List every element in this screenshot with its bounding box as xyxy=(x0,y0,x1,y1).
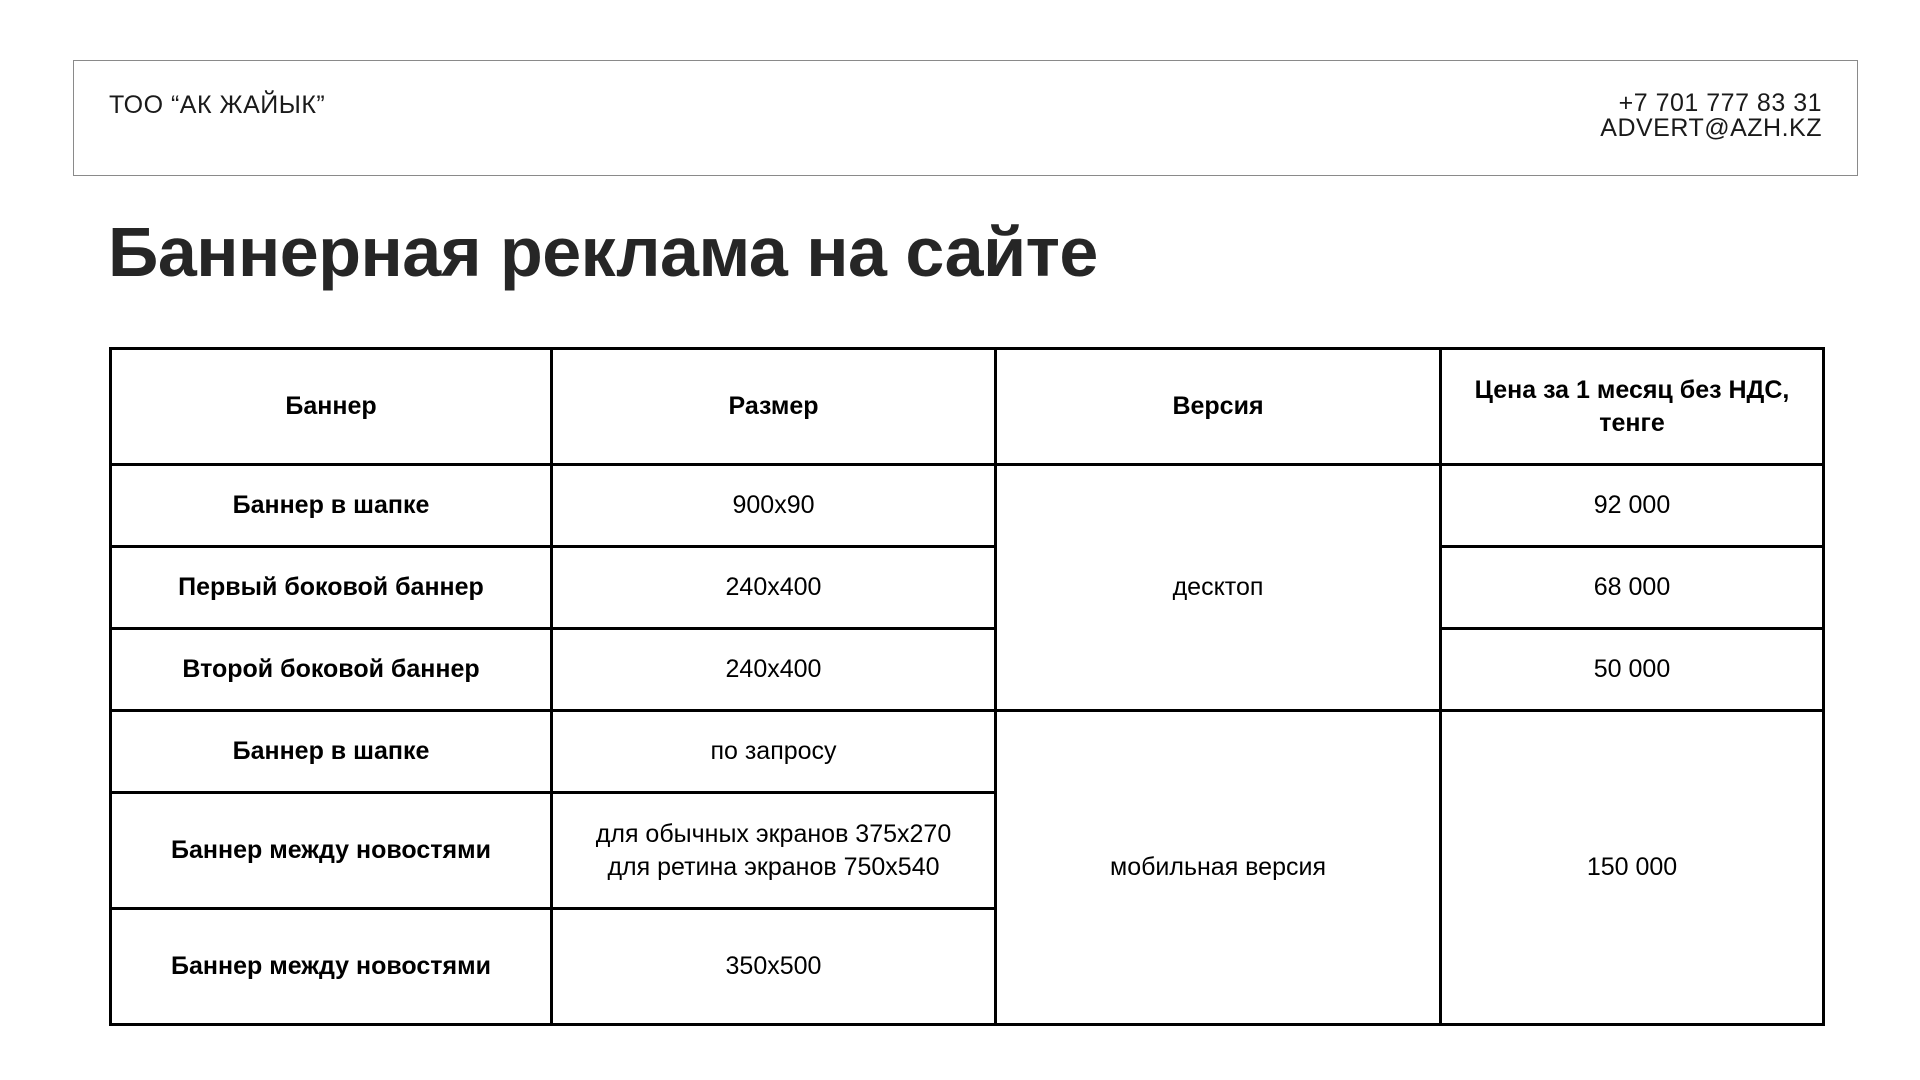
size-cell: по запросу xyxy=(552,711,996,793)
banner-name-cell: Второй боковой баннер xyxy=(111,629,552,711)
table-header-row xyxy=(111,349,1824,465)
phone-number: +7 701 777 83 31 xyxy=(1618,89,1822,117)
size-cell xyxy=(552,793,996,909)
email-address: ADVERT@AZH.KZ xyxy=(1600,114,1822,142)
banner-name-cell: Баннер между новостями xyxy=(111,909,552,1025)
banner-name-cell: Первый боковой баннер xyxy=(111,547,552,629)
size-cell: 900x90 xyxy=(552,465,996,547)
size-cell: 240x400 xyxy=(552,547,996,629)
size-cell: 240x400 xyxy=(552,629,996,711)
price-cell: 92 000 xyxy=(1441,465,1824,547)
price-cell: 50 000 xyxy=(1441,629,1824,711)
version-cell-mobile: мобильная версия xyxy=(996,711,1441,1025)
table-row xyxy=(111,711,1824,793)
column-header-version: Версия xyxy=(996,349,1441,465)
table-row xyxy=(111,547,1824,629)
column-header-price: Цена за 1 месяц без НДС, тенге xyxy=(1441,349,1824,465)
price-cell-mobile: 150 000 xyxy=(1441,711,1824,1025)
price-table xyxy=(109,347,1825,1026)
table-row xyxy=(111,465,1824,547)
table-row xyxy=(111,629,1824,711)
price-cell: 68 000 xyxy=(1441,547,1824,629)
contacts xyxy=(1600,91,1822,141)
size-line-regular: для обычных экранов 375x270 xyxy=(595,819,952,848)
version-cell-desktop: десктоп xyxy=(996,465,1441,711)
header-box xyxy=(73,60,1858,176)
banner-name-cell: Баннер между новостями xyxy=(111,793,552,909)
banner-name-cell: Баннер в шапке xyxy=(111,711,552,793)
column-header-banner: Баннер xyxy=(111,349,552,465)
page-title: Баннерная реклама на сайте xyxy=(108,213,1098,291)
size-line-retina: для ретина экранов 750x540 xyxy=(607,852,940,881)
size-cell: 350x500 xyxy=(552,909,996,1025)
company-name: ТОО “АК ЖАЙЫК” xyxy=(109,91,326,119)
column-header-size: Размер xyxy=(552,349,996,465)
banner-name-cell: Баннер в шапке xyxy=(111,465,552,547)
